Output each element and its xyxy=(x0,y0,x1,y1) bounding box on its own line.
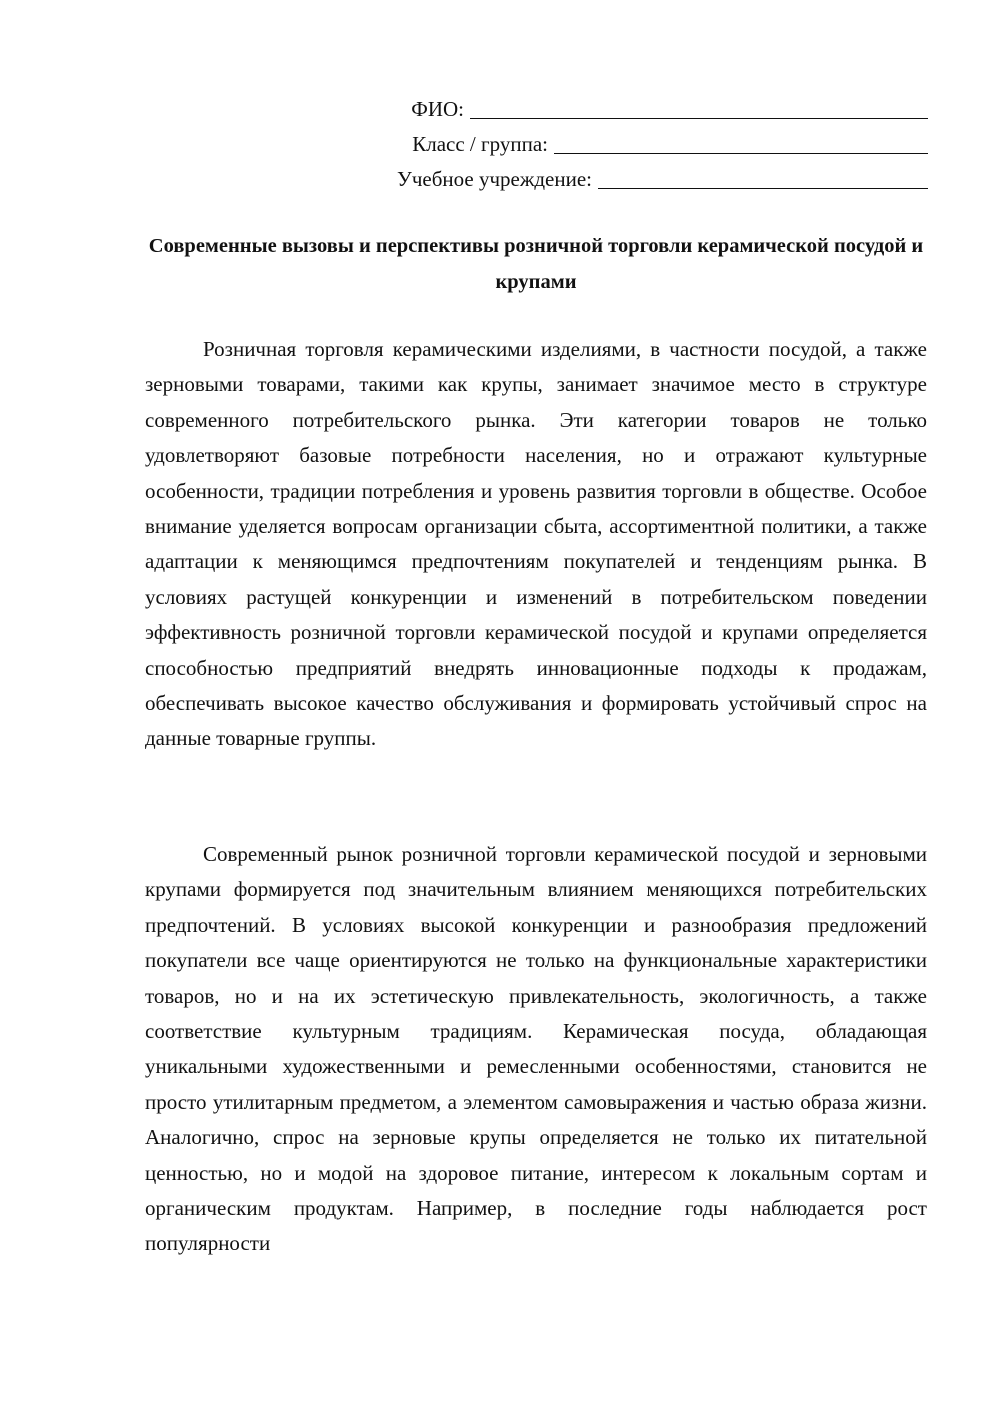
fio-blank-line xyxy=(470,94,928,119)
paragraph-1: Розничная торговля керамическими изделиями, в частности посудой, а также зерновыми товарами, такими как крупы, занимает значимое место в структуре современного потребительского рынка. Эти категории товаров не только удовлетворяют базовые потребности населения, но и отражают культурные особенности, традиции потребления и уровень развития торговли в обществе. Особое внимание уделяется вопросам организации сбыта, ассортиментной политики, а также адаптации к меняющимся предпочтениям покупателей и тенденциям рынка. В условиях растущей конкуренции и изменений в потребительском поведении эффективность розничной торговли керамической посудой и крупами определяется способностью предприятий внедрять инновационные подходы к продажам, обеспечивать высокое качество обслуживания и формировать устойчивый спрос на данные товарные группы. xyxy=(145,337,927,751)
school-label: Учебное учреждение: xyxy=(396,167,592,191)
fio-label: ФИО: xyxy=(411,97,464,121)
class-label: Класс / группа: xyxy=(412,132,548,156)
class-row xyxy=(288,127,928,162)
school-blank-line xyxy=(598,164,928,189)
student-info-header xyxy=(288,92,928,197)
school-row xyxy=(288,162,928,197)
paragraph-2: Современный рынок розничной торговли керамической посудой и зерновыми крупами формируется под значительным влиянием меняющихся потребительских предпочтений. В условиях высокой конкуренции и разнообразия предложений покупатели все чаще ориентируются не только на функциональные характеристики товаров, но и на их эстетическую привлекательность, экологичность, а также соответствие культурным традициям. Керамическая посуда, обладающая уникальными художественными и ремесленными особенностями, становится не просто утилитарным предметом, а элементом самовыражения и частью образа жизни. Аналогично, спрос на зерновые крупы определяется не только их питательной ценностью, но и модой на здоровое питание, интересом к локальным сортам и органическим продуктам. Например, в последние годы наблюдается рост популярности xyxy=(145,842,927,1256)
class-blank-line xyxy=(554,129,928,154)
document-title: Современные вызовы и перспективы розничной торговли керамической посудой и крупами xyxy=(148,235,924,293)
fio-row xyxy=(288,92,928,127)
